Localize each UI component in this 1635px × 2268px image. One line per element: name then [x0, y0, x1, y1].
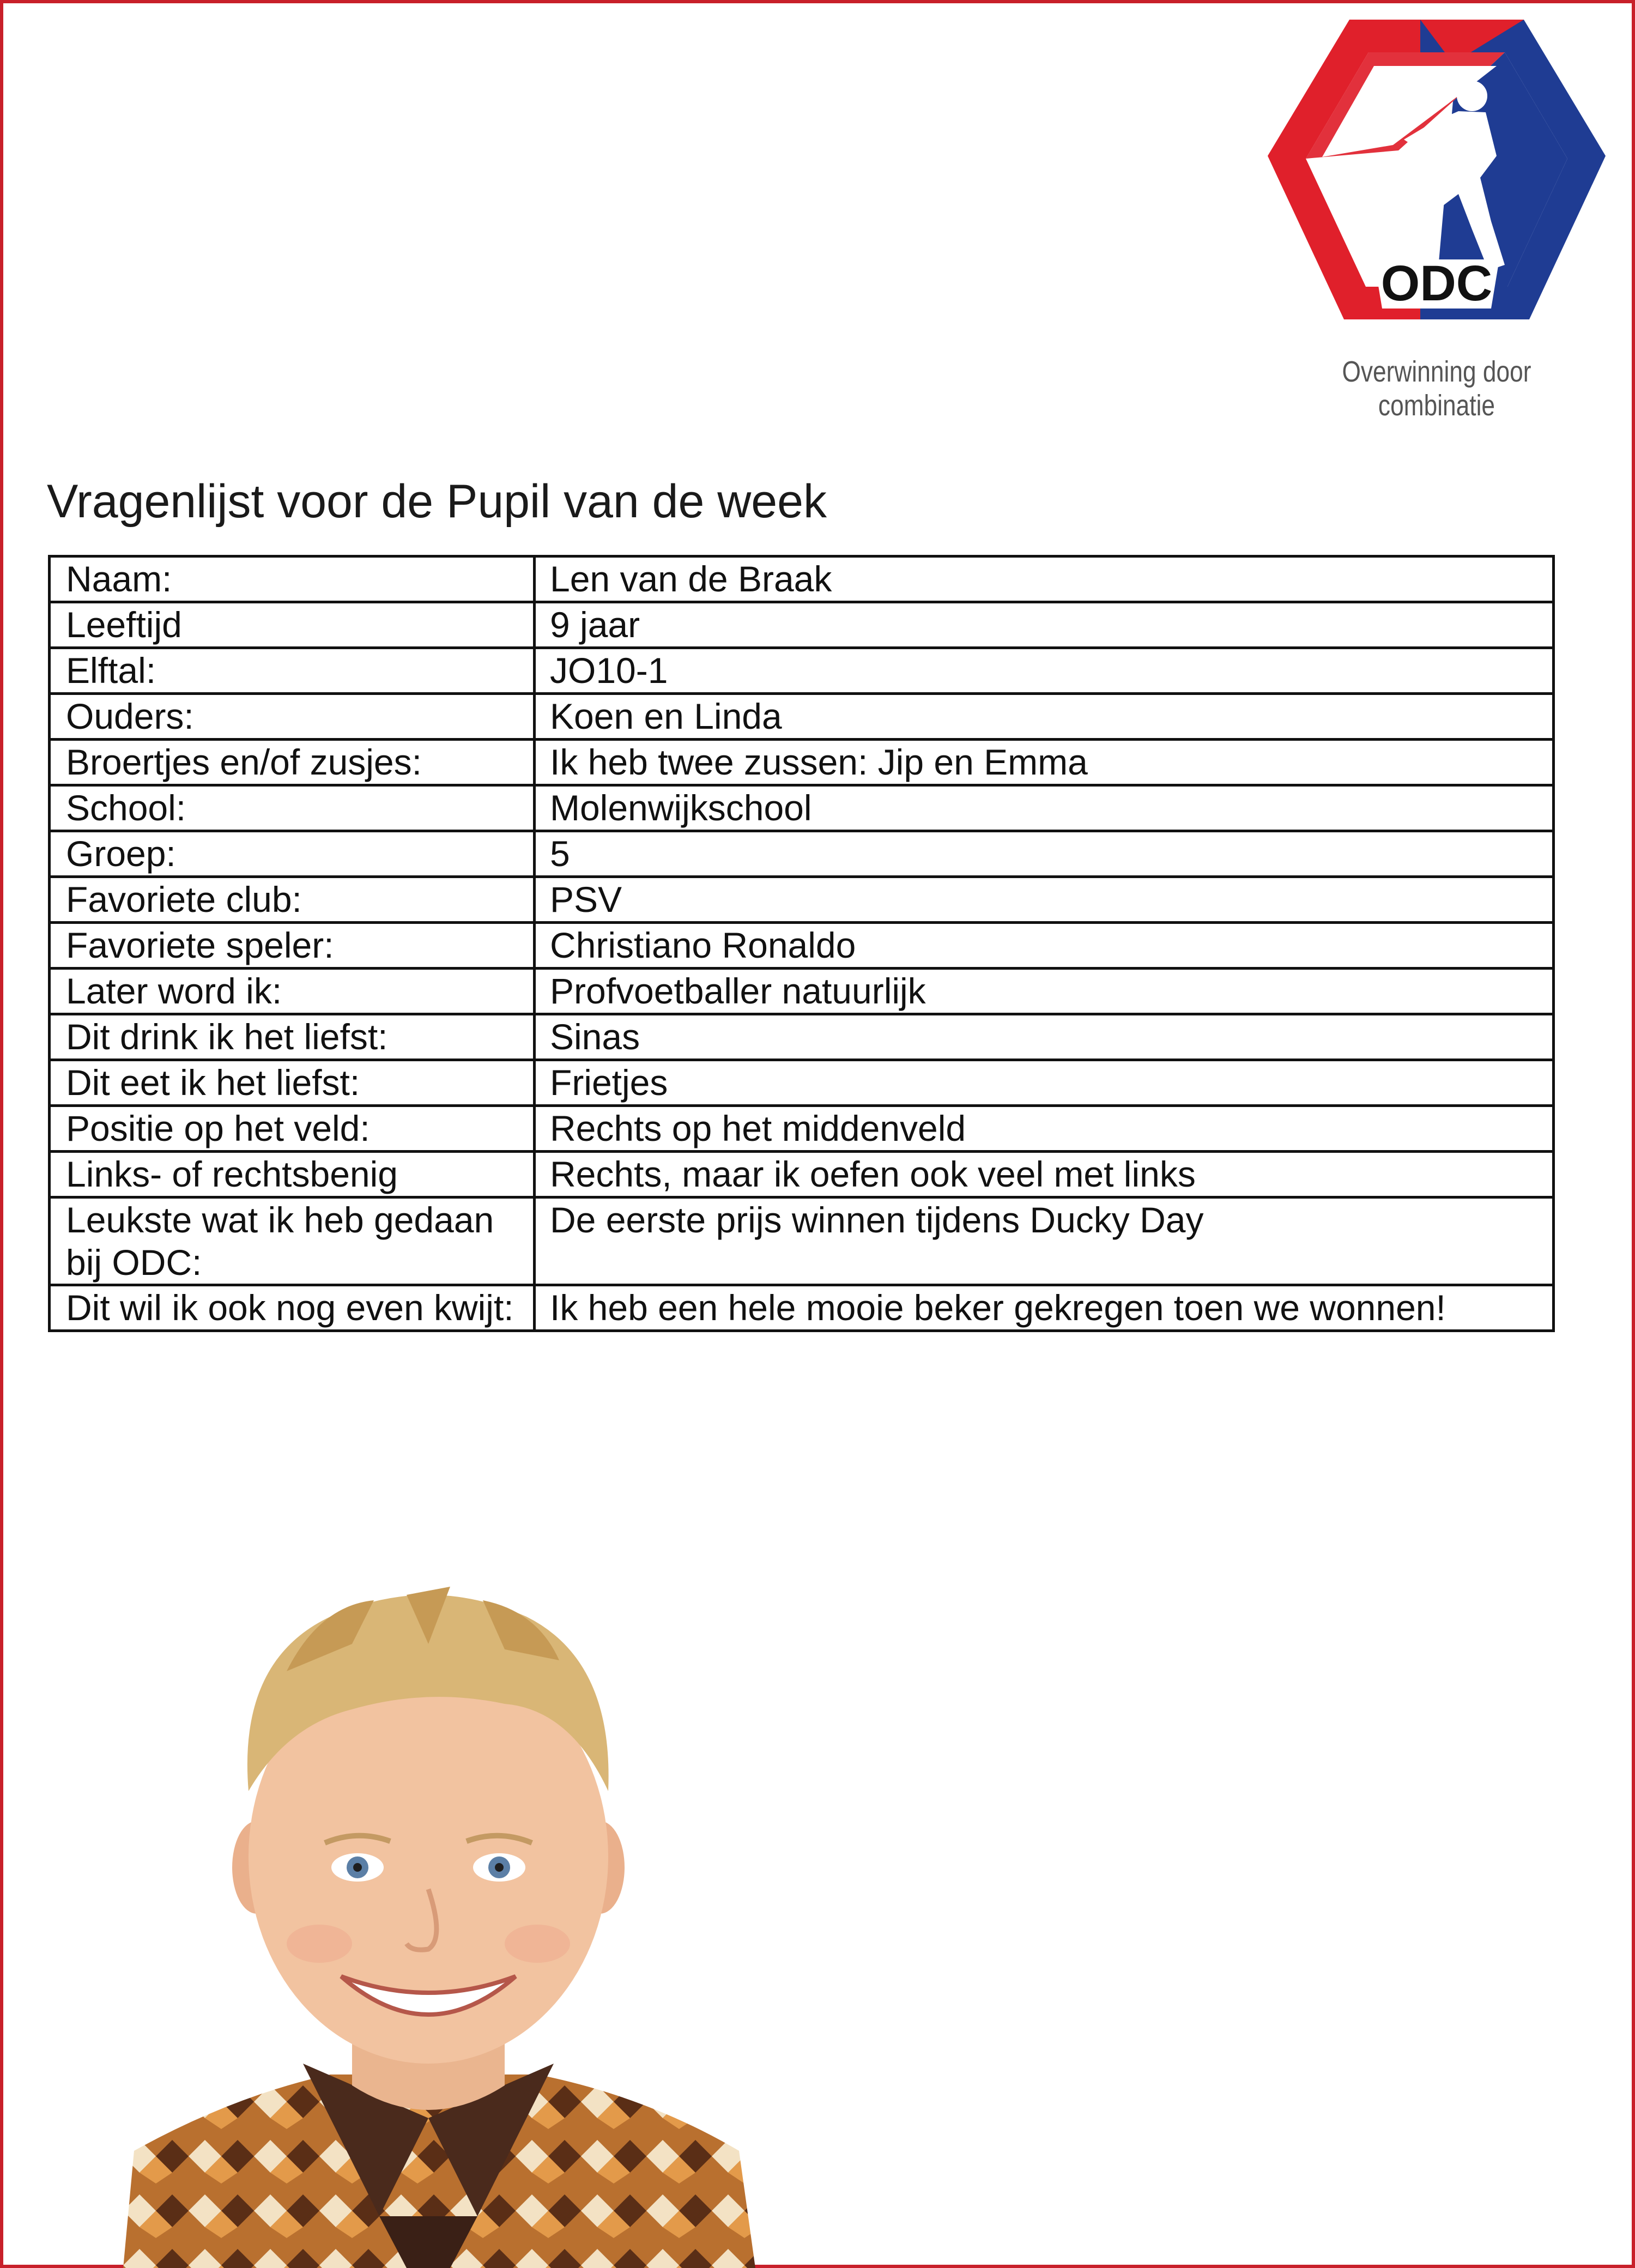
- question-label: Links- of rechtsbenig: [50, 1152, 535, 1197]
- table-row: [50, 877, 1554, 923]
- table-row: [50, 1197, 1554, 1285]
- page-title: Vragenlijst voor de Pupil van de week: [47, 475, 827, 528]
- answer-value: De eerste prijs winnen tijdens Ducky Day: [535, 1197, 1554, 1285]
- question-label: Leukste wat ik heb gedaan bij ODC:: [50, 1197, 535, 1285]
- questionnaire-body: [50, 557, 1554, 1331]
- odc-crest-icon: [1257, 14, 1616, 352]
- question-label: Groep:: [50, 831, 535, 877]
- question-label: Dit drink ik het liefst:: [50, 1014, 535, 1060]
- table-row: [50, 1106, 1554, 1152]
- table-row: [50, 740, 1554, 785]
- answer-value: Sinas: [535, 1014, 1554, 1060]
- logo-wordmark: ODC: [1380, 256, 1493, 311]
- question-label: Elftal:: [50, 648, 535, 694]
- table-row: [50, 1285, 1554, 1331]
- question-label: Naam:: [50, 557, 535, 602]
- answer-value: Rechts, maar ik oefen ook veel met links: [535, 1152, 1554, 1197]
- table-row: [50, 785, 1554, 831]
- table-row: [50, 1060, 1554, 1106]
- table-row: [50, 1014, 1554, 1060]
- table-row: [50, 648, 1554, 694]
- table-row: [50, 969, 1554, 1014]
- answer-value: Rechts op het middenveld: [535, 1106, 1554, 1152]
- table-row: [50, 1152, 1554, 1197]
- odc-logo: [1257, 14, 1616, 422]
- question-label: Favoriete club:: [50, 877, 535, 923]
- pupil-photo: [123, 1584, 755, 2268]
- question-label: School:: [50, 785, 535, 831]
- table-row: [50, 831, 1554, 877]
- table-row: [50, 602, 1554, 648]
- question-label: Broertjes en/of zusjes:: [50, 740, 535, 785]
- question-label: Ouders:: [50, 694, 535, 740]
- answer-value: Ik heb twee zussen: Jip en Emma: [535, 740, 1554, 785]
- question-label: Favoriete speler:: [50, 923, 535, 969]
- question-label: Leeftijd: [50, 602, 535, 648]
- question-label: Dit eet ik het liefst:: [50, 1060, 535, 1106]
- table-row: [50, 923, 1554, 969]
- question-label: Positie op het veld:: [50, 1106, 535, 1152]
- answer-value: Christiano Ronaldo: [535, 923, 1554, 969]
- answer-value: PSV: [535, 877, 1554, 923]
- table-row: [50, 557, 1554, 602]
- answer-value: Len van de Braak: [535, 557, 1554, 602]
- answer-value: 9 jaar: [535, 602, 1554, 648]
- question-label: Dit wil ik ook nog even kwijt:: [50, 1285, 535, 1331]
- answer-value: Profvoetballer natuurlijk: [535, 969, 1554, 1014]
- answer-value: Ik heb een hele mooie beker gekregen toen we wonnen!: [535, 1285, 1554, 1331]
- answer-value: Frietjes: [535, 1060, 1554, 1106]
- logo-tagline: Overwinning door combinatie: [1342, 355, 1531, 422]
- table-row: [50, 694, 1554, 740]
- answer-value: JO10-1: [535, 648, 1554, 694]
- answer-value: Koen en Linda: [535, 694, 1554, 740]
- child-portrait-photo-icon: [123, 1584, 755, 2268]
- question-label: Later word ik:: [50, 969, 535, 1014]
- answer-value: Molenwijkschool: [535, 785, 1554, 831]
- answer-value: 5: [535, 831, 1554, 877]
- questionnaire-table: [48, 555, 1555, 1332]
